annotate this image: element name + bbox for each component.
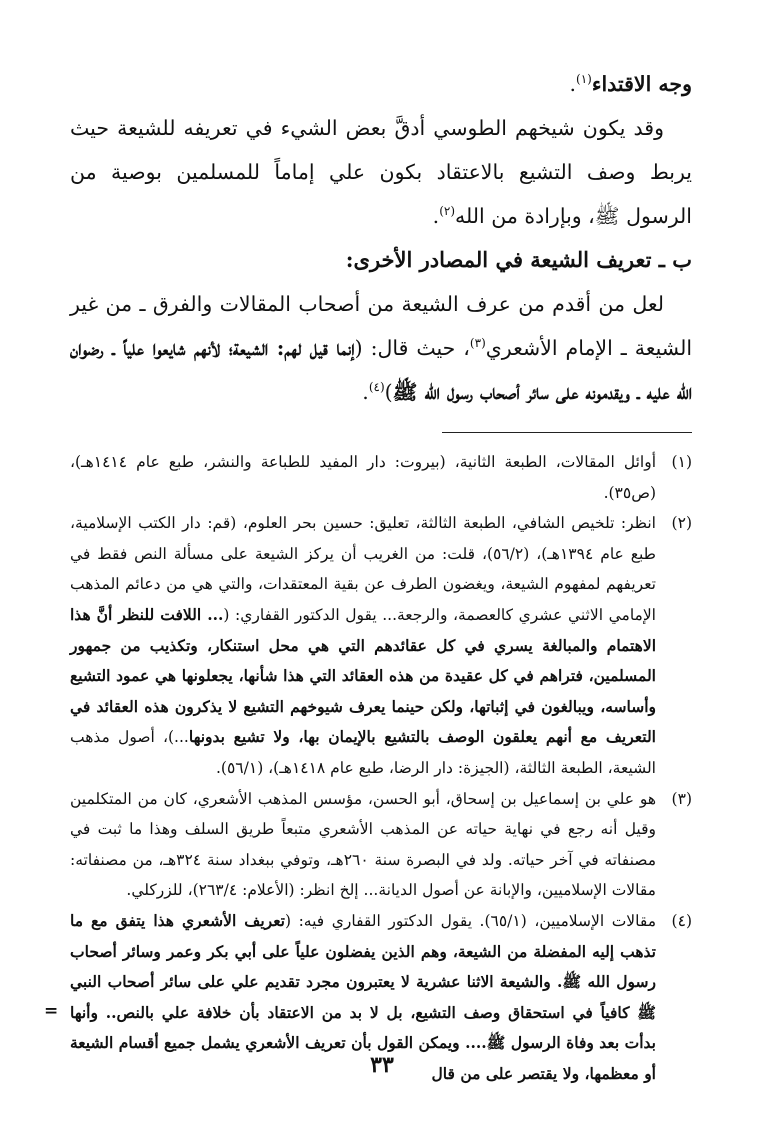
footnote-text: هو علي بن إسماعيل بن إسحاق، أبو الحسن، مؤسس المذهب الأشعري، كان من المتكلمين وقيل أنه رجع في نهاية حياته عن المذهب الأشعري متبعاً طريق السلف وهذا ما ثبت في مصنفاته في آخر حياته. ولد في البصرة سنة ٢٦٠هـ، وتوفي ببغداد سنة ٣٢٤هـ، من مصنفاته: مقالات الإسلاميين، والإبانة عن أصول الديانة... إلخ انظر: (الأعلام: ٢٦٣/٤)، للزركلي. xyxy=(70,789,657,900)
footnote-separator xyxy=(442,432,692,433)
paragraph-2-text-c: ) xyxy=(384,380,393,404)
continuation-mark: = xyxy=(44,1001,59,1021)
footnote-4-text-a: مقالات الإسلاميين، (٦٥/١). يقول الدكتور القفاري فيه: ( xyxy=(285,911,656,930)
footnote-number: (٣) xyxy=(671,789,692,808)
paragraph-2: لعل من أقدم من عرف الشيعة من أصحاب المقالات والفرق ـ من غير الشيعة ـ الإمام الأشعري$^{(٣)}$، حيث قال: (إنما قيل لهم: الشيعة؛ لأنهم شايعوا علياً ـ رضوان الله عليه ـ ويقدمونه على سائر أصحاب رسول الله ﷺ)$^{(٤)}$. xyxy=(70,292,693,404)
line-top: وجه الاقتداء$^{(١)}$. xyxy=(569,72,692,96)
footnote-text xyxy=(70,508,656,783)
page-number: ٣٣ xyxy=(370,1052,394,1078)
line-top-text: وجه الاقتداء xyxy=(591,72,692,96)
footnote-4-quote: تعريف الأشعري هذا يتفق مع ما تذهب إليه المفضلة من الشيعة، وهم الذين يفضلون علياً على أبي بكر وعمر وسائر أصحاب رسول الله ﷺ. والشيعة الاثنا عشرية لا يعتبرون مجرد تقديم علي على سائر أصحاب النبي ﷺ كافياً في استحقاق وصف التشيع، بل لا بد من الاعتقاد بأن خلافة علي بالنص.. وأنها بدأت بعد وفاة الرسول ﷺ.... ويمكن القول بأن تعريف الأشعري يشمل جميع أقسام الشيعة أو معظمها، ولا يقتصر على من قال xyxy=(70,910,656,1083)
footnote-3 xyxy=(70,784,692,906)
footnote-2-text-b: ...)، أصول مذهب الشيعة، الطبعة الثالثة، (الجيزة: دار الرضا، طبع عام ١٤١٨هـ)، (٥٦/١). xyxy=(70,728,656,777)
footnote-text: أوائل المقالات، الطبعة الثانية، (بيروت: دار المفيد للطباعة والنشر، طبع عام ١٤١٤هـ)، (ص٣٥). xyxy=(70,453,656,502)
footnote-ref-1[interactable]: (١) xyxy=(576,72,592,87)
footnote-2-text-a: انظر: تلخيص الشافي، الطبعة الثالثة، تعليق: حسين بحر العلوم، (قم: دار الكتب الإسلامية، طبع عام ١٣٩٤هـ)، (٥٦/٢)، قلت: من الغريب أن يركز الشيعة على مسألة النص فقط في تعريفهم لمفهوم الشيعة، ويغضون الطرف عن بقية المعتقدات، والتي هي من دعائم المذهب الإمامي الاثني عشري كالعصمة، والرجعة... يقول الدكتور القفاري: ( xyxy=(70,514,656,624)
footnotes xyxy=(70,447,692,1089)
footnote-ref-2[interactable]: (٢) xyxy=(439,204,456,219)
footnote-ref-4[interactable]: (٤) xyxy=(368,380,385,395)
paragraph-1: وقد يكون شيخهم الطوسي أدقَّ بعض الشيء في تعريفه للشيعة حيث يربط وصف التشيع بالاعتقاد بكون علي إماماً للمسلمين بوصية من الرسول ﷺ، وبإرادة من الله$^{(٢)}$. xyxy=(70,116,692,228)
footnote-number: (١) xyxy=(671,453,692,471)
paragraph-1-text: وقد يكون شيخهم الطوسي أدقَّ بعض الشيء في تعريفه للشيعة حيث يربط وصف التشيع بالاعتقاد بكون علي إماماً للمسلمين بوصية من الرسول ﷺ، وبإرادة من الله xyxy=(70,116,692,228)
footnote-1 xyxy=(70,447,692,508)
footnote-2 xyxy=(70,508,692,783)
paragraph-2-text-a: لعل من أقدم من عرف الشيعة من أصحاب المقالات والفرق ـ من غير الشيعة ـ الإمام الأشعري xyxy=(70,292,693,360)
paragraph-2-text-b: ، حيث قال: ( xyxy=(354,336,470,360)
footnote-number: (٢) xyxy=(671,514,692,533)
footnote-ref-3[interactable]: (٣) xyxy=(469,336,486,351)
footnote-2-quote: ... اللافت للنظر أنَّ هذا الاهتمام والمبالغة يسري في كل عقائدهم التي هي محل استنكار، وتكذيب من جمهور المسلمين، فتراهم في كل عقيدة من هذه العقائد التي هذا شأنها، يجعلونها هي عمود التشيع وأساسه، ويبالغون في إثباتها، ولكن حينما يعرف شيوخهم التشيع لا يذكرون هذه العقائد في التعريف مع أنهم يعلقون الوصف بالتشيع بالإيمان بها، ولا تشيع بدونها xyxy=(70,604,656,747)
main-text xyxy=(70,62,692,414)
footnote-number: (٤) xyxy=(671,911,692,930)
paragraph-2-quote: إنما قيل لهم: الشيعة؛ لأنهم شايعوا علياً ـ رضوان الله عليه ـ ويقدمونه على سائر أصحاب رسول الله ﷺ xyxy=(70,336,692,404)
section-heading-b: ب ـ تعريف الشيعة في المصادر الأخرى: xyxy=(345,247,692,272)
